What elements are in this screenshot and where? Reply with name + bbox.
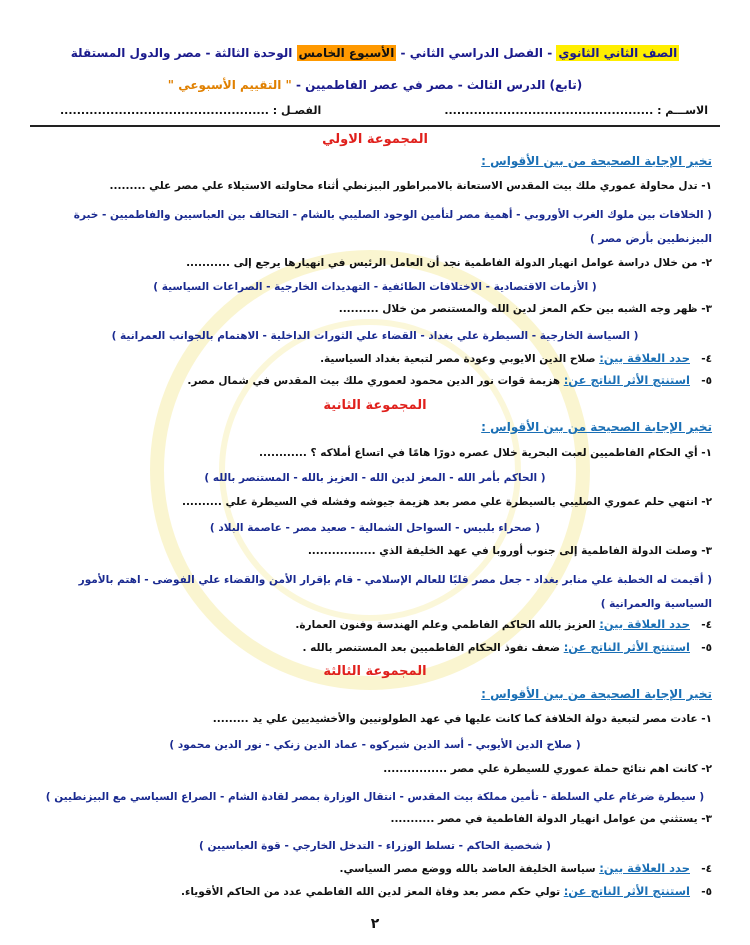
group-2-q3: ٣- وصلت الدولة الفاطمية إلى جنوب أوروبا في عهد الخليفة الذي .................: [307, 545, 712, 557]
group-3-q5-text: تولي حكم مصر بعد وفاة المعز لدين الله الفاطمي عدد من الحاكم الأقوياء.: [181, 886, 561, 898]
group-1-q3: ٣- ظهر وجه الشبه بين حكم المعز لدين الله والمستنصر من خلال ..........: [338, 303, 712, 315]
group-3-q5-label: استنتج الأثر الناتج عن:: [563, 884, 690, 898]
group-3-title: المجموعة الثالثة: [323, 664, 427, 679]
group-1-q2: ٢- من خلال دراسة عوامل انهيار الدولة الفاطمية نجد أن العامل الرئيس في انهيارها يرجع إلى ...........: [186, 257, 712, 269]
term-label: - الفصل الدراسي الثاني -: [400, 46, 553, 60]
group-2-q4-text: العزيز بالله الحاكم الفاطمي وعلم الهندسة وفنون العمارة.: [295, 619, 596, 631]
header-line-1: [40, 46, 710, 60]
group-3-q5: ٥-استنتج الأثر الناتج عن: تولي حكم مصر بعد وفاة المعز لدين الله الفاطمي عدد من الحاكم الأقوياء.: [181, 884, 712, 898]
group-3-instruction: تخير الإجابة الصحيحة من بين الأقواس :: [481, 687, 712, 701]
group-1-q1-options-a: ( الخلافات بين ملوك الغرب الأوروبي - أهمية مصر لتأمين الوجود الصليبي بالشام - التحالف بين العباسيين والفاطميين - خبرة: [73, 209, 712, 221]
group-2-q4: ٤-حدد العلاقة بين: العزيز بالله الحاكم الفاطمي وعلم الهندسة وفنون العمارة.: [295, 617, 712, 631]
header-line-2: [40, 78, 710, 92]
group-2-q3-options-a: ( أقيمت له الخطبة علي منابر بغداد - جعل مصر قلبًا للعالم الإسلامي - قام بإقرار الأمن والقضاء علي الفوضى - اهتم بالأمور: [78, 574, 712, 586]
group-1-q5-text: هزيمة قوات نور الدين محمود لعموري ملك بيت المقدس في شمال مصر.: [187, 375, 561, 387]
group-1-q5-label: استنتج الأثر الناتج عن:: [563, 373, 690, 387]
group-2-instruction: تخير الإجابة الصحيحة من بين الأقواس :: [481, 420, 712, 434]
group-2-q2: ٢- انتهي حلم عموري الصليبي بالسيطرة علي مصر بعد هزيمة جيوشه وفشله في السيطرة علي ..........: [181, 496, 712, 508]
group-2-q1: ١- أي الحكام الفاطميين لعبت البحرية خلال عصره دورًا هامًا في اتساع أملاكه ؟ ............: [259, 447, 712, 459]
group-2-q4-label: حدد العلاقة بين:: [599, 617, 690, 631]
group-1-title: المجموعة الاولي: [322, 132, 428, 147]
group-3-q2-options: ( سيطرة ضرغام علي السلطة - تأمين مملكة بيت المقدس - انتقال الوزارة بمصر لقادة الشام - الصراع السياسي مع البيزنطيين ): [45, 791, 705, 803]
name-field[interactable]: الاســـم : ..................................................: [444, 104, 708, 117]
group-3-q4: ٤-حدد العلاقة بين: سياسة الخليفة العاضد بالله ووضع مصر السياسي.: [339, 861, 712, 875]
student-info-row: [60, 104, 708, 122]
lesson-label: (تابع) الدرس الثالث - مصر في عصر الفاطميين -: [295, 78, 583, 92]
group-3-q4-text: سياسة الخليفة العاضد بالله ووضع مصر السياسي.: [339, 863, 596, 875]
class-field[interactable]: الفصـل : ..................................................: [60, 104, 322, 117]
group-2-q5: ٥-استنتج الأثر الناتج عن: ضعف نفوذ الحكام الفاطميين بعد المستنصر بالله .: [302, 640, 712, 654]
group-1-instruction: تخير الإجابة الصحيحة من بين الأقواس :: [481, 154, 712, 168]
group-2-q2-options: ( صحراء بلبيس - السواحل الشمالية - صعيد مصر - عاصمة البلاد ): [209, 522, 541, 534]
group-1-q2-options: ( الأزمات الاقتصادية - الاختلافات الطائفية - التهديدات الخارجية - الصراعات السياسية ): [153, 281, 597, 293]
group-1-q3-options: ( السياسة الخارجية - السيطرة علي بغداد - القضاء علي الثورات الداخلية - الاهتمام بالجوانب العمرانية ): [111, 330, 639, 342]
unit-label: الوحدة الثالثة - مصر والدول المستقلة: [70, 46, 293, 60]
group-3-q2: ٢- كانت اهم نتائج حملة عموري للسيطرة علي مصر ................: [383, 763, 712, 775]
evaluation-label: " التقييم الأسبوعي ": [167, 78, 292, 92]
group-3-q3: ٣- يستثني من عوامل انهيار الدولة الفاطمية في مصر ...........: [390, 813, 712, 825]
group-3-q1-options: ( صلاح الدين الأيوبي - أسد الدين شيركوه - عماد الدين زنكي - نور الدين محمود ): [169, 739, 581, 751]
group-2-q3-options-b: السياسية والعمرانية ): [600, 598, 712, 610]
page-number: ٢: [370, 916, 380, 932]
group-3-q4-label: حدد العلاقة بين:: [599, 861, 690, 875]
group-2-q5-text: ضعف نفوذ الحكام الفاطميين بعد المستنصر بالله .: [302, 642, 561, 654]
header-divider: [30, 125, 720, 127]
group-1-q4-text: صلاح الدين الايوبي وعودة مصر لتبعية بغداد السياسية.: [320, 353, 596, 365]
group-2-q1-options: ( الحاكم بأمر الله - المعز لدين الله - العزيز بالله - المستنصر بالله ): [204, 472, 546, 484]
week-label: الأسبوع الخامس: [298, 46, 395, 60]
group-1-q1-options-b: البيزنطيين بأرض مصر ): [589, 233, 712, 245]
group-1-q4-label: حدد العلاقة بين:: [599, 351, 690, 365]
group-1-q1: ١- تدل محاولة عموري ملك بيت المقدس الاستعانة بالامبراطور البيزنطي أثناء محاولته الاستيلاء علي مصر علي .........: [109, 180, 712, 192]
group-1-q4: ٤-حدد العلاقة بين: صلاح الدين الايوبي وعودة مصر لتبعية بغداد السياسية.: [320, 351, 712, 365]
group-2-q5-label: استنتج الأثر الناتج عن:: [563, 640, 690, 654]
grade-label: الصف الثاني الثانوي: [558, 46, 678, 60]
group-1-q5: ٥-استنتج الأثر الناتج عن: هزيمة قوات نور الدين محمود لعموري ملك بيت المقدس في شمال مصر.: [187, 373, 712, 387]
group-3-q1: ١- عادت مصر لتبعية دولة الخلافة كما كانت عليها في عهد الطولونيين والأخشيديين علي يد .........: [212, 713, 712, 725]
group-3-q3-options: ( شخصية الحاكم - تسلط الوزراء - التدخل الخارجي - قوة العباسيين ): [199, 840, 551, 852]
group-2-title: المجموعة الثانية: [323, 398, 427, 413]
